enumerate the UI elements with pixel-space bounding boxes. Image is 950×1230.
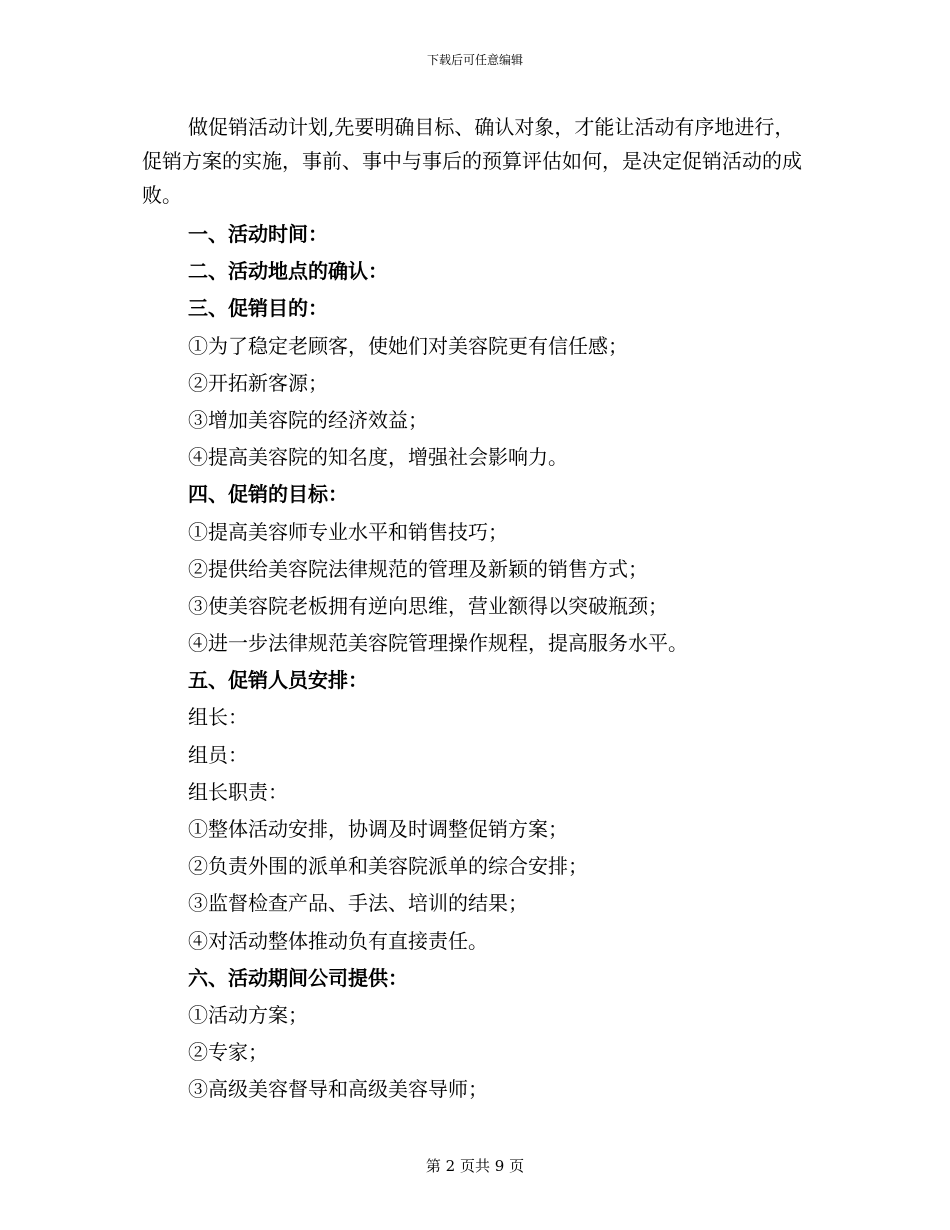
list-item: ①为了稳定老顾客，使她们对美容院更有信任感；: [188, 333, 628, 358]
list-item: 组长职责：: [188, 779, 288, 804]
section-lines: [142, 216, 807, 1109]
section-heading: 六、活动期间公司提供：: [188, 965, 408, 990]
list-item: ③使美容院老板拥有逆向思维，营业额得以突破瓶颈；: [188, 593, 668, 618]
section-heading: 三、促销目的：: [188, 296, 328, 321]
list-item: ②开拓新客源；: [188, 370, 328, 395]
section-heading: 五、促销人员安排：: [188, 668, 368, 693]
list-item: ①提高美容师专业水平和销售技巧；: [188, 519, 508, 544]
list-item: ④提高美容院的知名度，增强社会影响力。: [188, 445, 568, 470]
list-item: ①整体活动安排，协调及时调整促销方案；: [188, 817, 568, 841]
page-footer: 第 2 页共 9 页: [425, 1157, 525, 1175]
list-item: ④进一步法律规范美容院管理操作规程，提高服务水平。: [188, 631, 688, 656]
list-item: ②专家；: [188, 1040, 268, 1065]
list-item: 组员：: [188, 742, 248, 767]
list-item: ③监督检查产品、手法、培训的结果；: [188, 891, 528, 916]
page-header: 下载后可任意编辑: [426, 53, 523, 67]
list-item: ②负责外围的派单和美容院派单的综合安排；: [188, 854, 588, 879]
list-item: ③高级美容督导和高级美容导师；: [188, 1077, 488, 1102]
section-heading: 二、活动地点的确认：: [188, 259, 388, 284]
list-item: 组长：: [188, 705, 248, 730]
list-item: ②提供给美容院法律规范的管理及新颖的销售方式；: [188, 556, 648, 581]
list-item: ①活动方案；: [188, 1002, 308, 1027]
list-item: ④对活动整体推动负有直接责任。: [188, 928, 488, 953]
list-item: ③增加美容院的经济效益；: [188, 407, 428, 432]
section-heading: 一、活动时间：: [188, 222, 328, 246]
document-body: [142, 110, 807, 1109]
section-heading: 四、促销的目标：: [188, 482, 348, 507]
intro-paragraph: 做促销活动计划,先要明确目标、确认对象，才能让活动有序地进行，促销方案的实施，事前、事中与事后的预算评估如何，是决定促销活动的成败。: [142, 115, 802, 207]
